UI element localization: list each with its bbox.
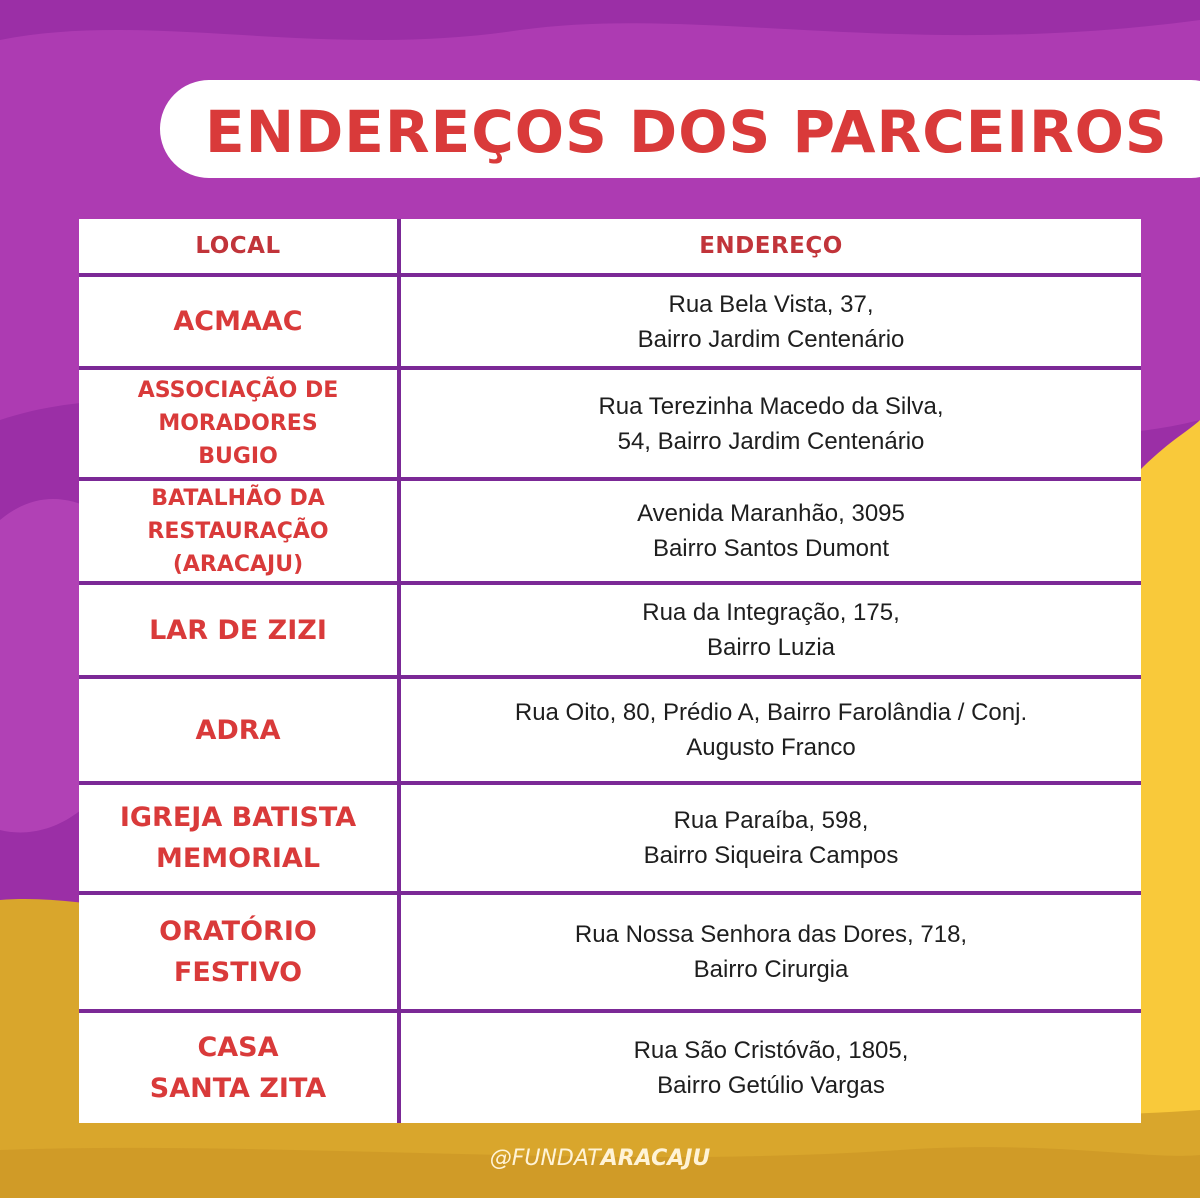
row-local: ASSOCIAÇÃO DE MORADORES BUGIO — [137, 378, 339, 469]
row-local: BATALHÃO DA RESTAURAÇÃO (ARACAJU) — [147, 485, 329, 577]
table-row — [79, 275, 1141, 368]
row-local: IGREJA BATISTA MEMORIAL — [119, 802, 357, 874]
partners-address-table — [79, 219, 1141, 1123]
row-address: Rua Bela Vista, 37, Bairro Jardim Centenário — [637, 290, 905, 353]
row-address: Rua Paraíba, 598, Bairro Siqueira Campos — [643, 807, 899, 869]
handle-bold: ARACAJU — [600, 1146, 711, 1171]
row-local: ORATÓRIO FESTIVO — [159, 916, 317, 988]
table-row — [79, 1011, 1141, 1123]
table-row — [79, 368, 1141, 479]
page-title: ENDEREÇOS DOS PARCEIROS — [205, 98, 1168, 166]
row-local: ACMAAC — [173, 306, 303, 337]
row-address: Avenida Maranhão, 3095 Bairro Santos Dumont — [637, 500, 905, 562]
handle-prefix: @FUNDAT — [489, 1146, 601, 1171]
row-address: Rua Oito, 80, Prédio A, Bairro Farolândia / Conj. Augusto Franco — [514, 699, 1028, 761]
table-row — [79, 783, 1141, 893]
row-address: Rua da Integração, 175, Bairro Luzia — [642, 599, 900, 661]
row-address: Rua São Cristóvão, 1805, Bairro Getúlio Vargas — [633, 1037, 909, 1099]
table-row — [79, 583, 1141, 677]
table-row — [79, 479, 1141, 583]
row-local: CASA SANTA ZITA — [149, 1032, 327, 1104]
social-handle — [0, 1146, 1200, 1171]
header-endereco: ENDEREÇO — [699, 233, 843, 259]
table-row — [79, 893, 1141, 1011]
partners-table-container — [79, 219, 1141, 1123]
row-local: ADRA — [195, 714, 281, 746]
table-row — [79, 677, 1141, 783]
row-address: Rua Terezinha Macedo da Silva, 54, Bairro Jardim Centenário — [598, 392, 944, 455]
header-local: LOCAL — [79, 219, 399, 275]
table-header-row — [79, 219, 1141, 275]
row-address: Rua Nossa Senhora das Dores, 718, Bairro Cirurgia — [574, 921, 968, 983]
row-local: LAR DE ZIZI — [149, 614, 327, 646]
